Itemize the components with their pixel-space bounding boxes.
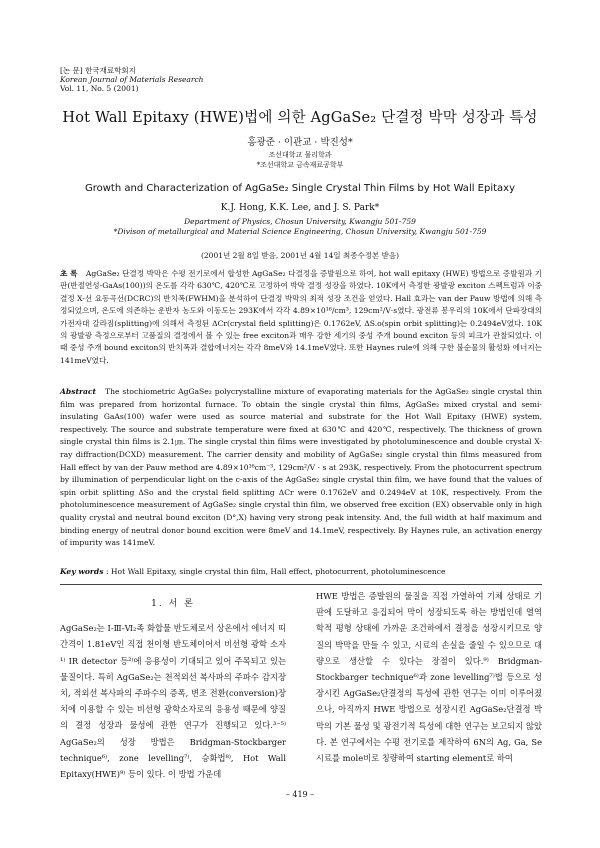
title-english: Growth and Characterization of AgGaSe₂ Single Crystal Thin Films by Hot Wall Epitaxy [84, 183, 516, 194]
section-heading-introduction: 1. 서 론 [151, 599, 195, 609]
keywords [60, 567, 542, 576]
journal-header [60, 66, 203, 93]
abstract-korean [60, 268, 542, 367]
abstract-en-text: The stochiometric AgGaSe₂ polycrystalline mixture of evaporating materials for the AgGaSe₂ single crystal thin film was prepared from horizontal furnace. To obtain the single crystal thin films, AgGaSe₂ mixed crystal and semi-insulating GaAs(100) wafer were used as source material and substrate for the Hot Wall Epitaxy (HWE) system, respectively. The source and substrate temperature were fixed at 630℃ and 420℃, respectively. The thickness of grown single crystal thin films is 2.1㎛. The single crystal thin films were investigated by photoluminescence and double crystal X-ray diffraction(DCXD) measurement. The carrier density and mobility of AgGaSe₂ single crystal thin films measured from Hall effect by van der Pauw method are 4.89×10¹⁶cm⁻³, 129cm²/V · s at 293K, respectively. From the photocurrent spectrum by illumination of perpendicular light on the c-axis of the AgGaSe₂ single crystal thin film, we have found that the values of spin orbit splitting ΔSo and the crystal field splitting ΔCr were 0.1762eV and 0.2494eV at 10K, respectively. From the photoluminescence measurement of AgGaSe₂ single crystal thin film, we observed free excition (EX) observable only in high quality crystal and neutral bound exciton (D°,X) having very strong peak intensity. And, the full width at half maximum and binding energy of neutral donor bound excition were 8meV and 14.1meV, respectively. By Haynes rule, an activation energy of impurity was 141meV. [60, 387, 542, 548]
keywords-label: Key words [60, 567, 104, 576]
section-divider [60, 584, 542, 585]
affiliation-en-2: *Divison of metallurgical and Material Science Engineering, Chosun University, Kwangju 501-759 [113, 227, 487, 236]
abstract-en-label: Abstract [60, 387, 97, 396]
authors-english: K.J. Hong, K.K. Lee, and J. S. Park* [220, 203, 380, 213]
authors-korean: 홍광준 · 이관교 · 박진성* [247, 137, 353, 148]
journal-line-en: Korean Journal of Materials Research [60, 75, 204, 84]
keywords-text: : Hot Wall Epitaxy, single crystal thin film, Hall effect, photocurrent, photoluminescence [105, 567, 446, 576]
journal-line-ko: [논 문] 한국재료학회지 [60, 66, 136, 75]
body-column-left [60, 592, 286, 782]
abstract-ko-label: 초 록 [60, 269, 78, 278]
affiliation-korean [0, 150, 600, 170]
affiliation-ko-2: *조선대학교 금속재료공학부 [256, 161, 344, 169]
page-number: – 419 – [285, 790, 315, 799]
body-text-left: AgGaSe₂는 Ⅰ-Ⅲ-Ⅵ₂족 화합물 반도체로서 상온에서 에너지 띠간격이 1.81eV인 직접 천이형 반도체이어서 비선형 광학 소자¹⁾ IR detector 등²⁾에 응용성이 기대되고 있어 주목되고 있는 물질이다. 특히 AgGaSe₂는 천적외선 복사파의 주파수 감지장치, 적외선 복사파의 주파수의 증폭, 변조 전환(conversion)장치에 이용할 수 있는 비선형 광학소자로의 응용성 때문에 양질의 결정 성장과 물성에 관한 연구가 진행되고 있다.³⁻⁵⁾ AgGaSe₂의 성장 방법은 Bridgman-Stockbarger technique⁶⁾, zone levelling⁷⁾, 승화법⁸⁾, Hot Wall Epitaxy(HWE)⁹⁾ 등이 있다. 이 방법 가운데 [60, 623, 286, 780]
body-column-right [316, 588, 542, 766]
title-korean: Hot Wall Epitaxy (HWE)법에 의한 AgGaSe₂ 단결정 박막 성장과 특성 [62, 110, 538, 126]
affiliation-ko-1: 조선대학교 물리학과 [268, 151, 332, 159]
affiliation-en-1: Department of Physics, Chosun University, Kwangju 501-759 [184, 217, 416, 226]
body-text-right: HWE 방법은 증발원의 물질을 직접 가열하여 기체 상태로 기판에 도달하고 응집되어 막이 성장되도록 하는 방법인데 열역학적 평형 상태에 가까운 조건하에서 결정을 성장시키므로 양질의 박막을 만들 수 있고, 시료의 손실을 줄일 수 있으므로 대량으로 생산할 수 있다는 장점이 있다.⁹⁾ Bridgman-Stockbarger technique⁶⁾과 zone levelling⁷⁾법 등으로 성장시킨 AgGaSe₂단결정의 특성에 관한 연구는 이미 이루어졌으나, 아직까지 HWE 방법으로 성장시킨 AgGaSe₂단결정 박막의 기본 물성 및 광전기적 특성에 대한 연구는 보고되지 않았다. 본 연구에서는 수평 전기로를 제작하여 6N의 Ag, Ga, Se 시료를 mole비로 칭량하여 starting element로 하여 [316, 591, 542, 764]
received-date: (2001년 2월 8일 받음, 2001년 4월 14일 최종수정본 받음) [200, 251, 399, 260]
affiliation-english [0, 217, 600, 237]
abstract-english [60, 386, 542, 550]
journal-volume: Vol. 11, No. 5 (2001) [60, 84, 139, 93]
abstract-ko-text: AgGaSe₂ 단결정 박막은 수평 전기로에서 합성한 AgGaSe₂ 다결정을 증발원으로 하여, hot wall epitaxy (HWE) 방법으로 증발원과 기판(반절연성-GaAs(100))의 온도를 각각 630℃, 420℃로 고정하여 박막 결정 성장을 하였다. 10K에서 측정한 광발광 exciton 스펙트럼과 이중결정 X-선 요동곡선(DCRC)의 반치폭(FWHM)을 분석하여 단결정 박막의 최적 성장 조건을 얻었다. Hall 효과는 van der Pauw 방법에 의해 측정되었으며, 온도에 의존하는 운반자 농도와 이동도는 293K에서 각각 4.89×10¹⁶/cm³, 129cm²/V·s였다. 광전류 봉우리의 10K에서 단파장대의 가전자대 갈라짐(splitting)에 의해서 측정된 ΔCr(crystal field splitting)은 0.1762eV, ΔS.o(spin orbit splitting)는 0.2494eV였다. 10K의 광발광 측정으로부터 고품질의 결정에서 볼 수 있는 free exciton과 매우 강한 세기의 중성 주개 bound exciton 등의 피크가 관찰되었다. 이때 중성 주개 bound exciton의 반치폭과 결합에너지는 각각 8meV와 14.1meV였다. 또한 Haynes rule에 의해 구한 불순물의 활성화 에너지는 141meV였다. [60, 269, 542, 365]
